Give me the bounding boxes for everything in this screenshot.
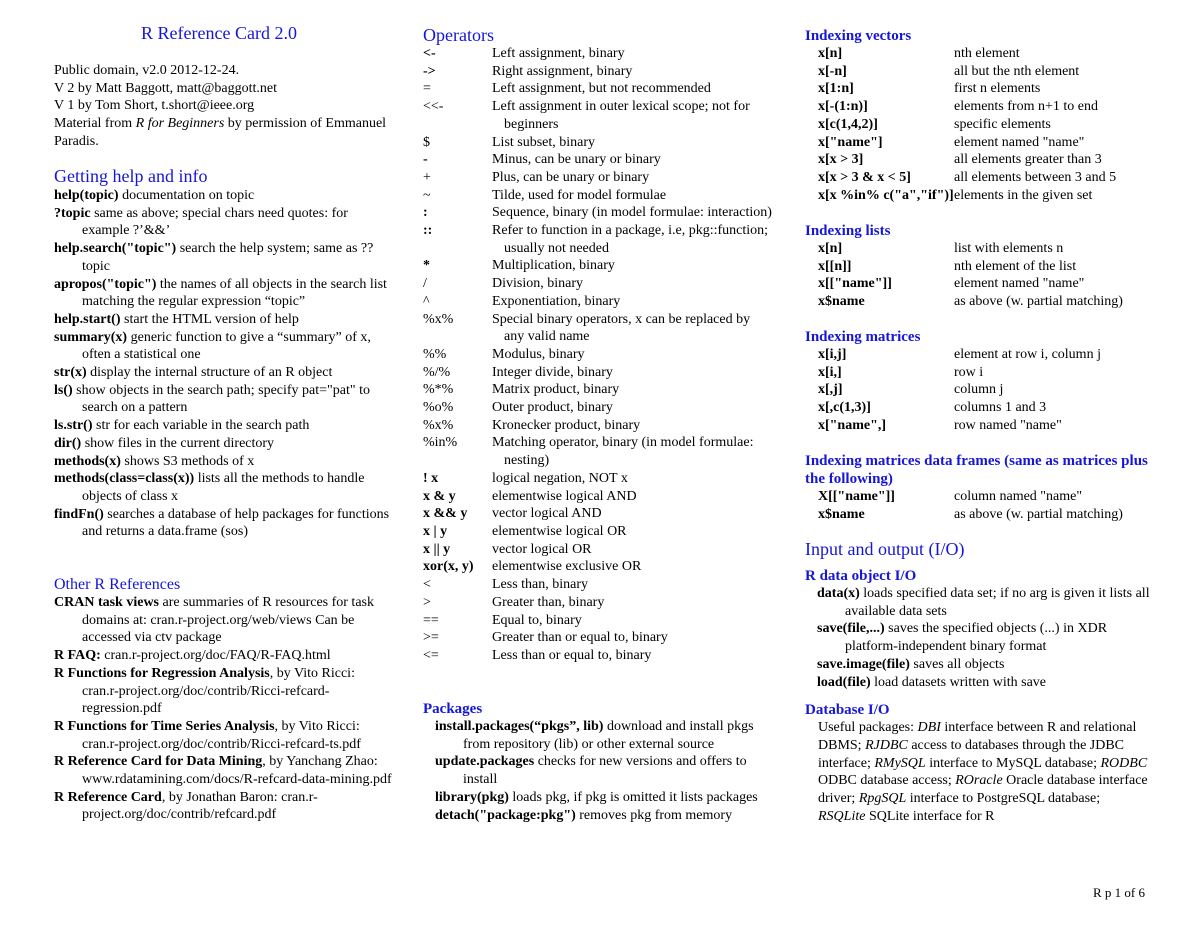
operator-symbol: - <box>423 152 428 168</box>
refs-section <box>54 576 394 824</box>
operator-description: Less than or equal to, binary <box>492 647 652 663</box>
packages-heading: Packages <box>423 701 483 717</box>
database-text-part: SQLite interface for R <box>865 808 995 824</box>
operator-description: List subset, binary <box>492 134 596 150</box>
database-text-part: interface to MySQL database; <box>925 755 1101 771</box>
idx-df-table <box>805 488 1150 523</box>
packages-list <box>423 718 773 824</box>
help-entry-command: help(topic) <box>54 188 119 203</box>
operator-description: Kronecker product, binary <box>492 417 641 433</box>
package-name: RpgSQL <box>858 791 907 807</box>
operator-symbol: ^ <box>423 293 430 309</box>
operator-description: Equal to, binary <box>492 612 582 628</box>
idx-vector-description: nth element <box>954 46 1020 61</box>
io-entry <box>805 674 1150 692</box>
operator-description: vector logical OR <box>492 541 592 557</box>
operator-description: Left assignment, but not recommended <box>492 81 711 97</box>
operator-description: Special binary operators, x can be replaced by any valid name <box>492 311 751 345</box>
io-entry-command: save(file,...) <box>817 621 885 637</box>
help-entry-description: same as above; special chars need quotes: for example ?’&&’ <box>82 205 348 239</box>
io-object-heading: R data object I/O <box>805 568 917 584</box>
help-entry <box>54 187 394 205</box>
help-entry-command: ls.str() <box>54 418 93 434</box>
page-number: R p 1 of 6 <box>1093 885 1145 900</box>
idx-vector-expression: x[-n] <box>818 63 847 79</box>
operator-description: Tilde, used for model formulae <box>492 187 667 203</box>
idx-df-heading: Indexing matrices data frames (same as matrices plus the following) <box>805 453 1148 487</box>
help-entry <box>54 382 394 417</box>
help-entry-description: documentation on topic <box>118 188 255 203</box>
help-heading: Getting help and info <box>54 166 208 186</box>
reference-entry <box>54 718 394 753</box>
database-text-part: interface to PostgreSQL database; <box>906 791 1101 807</box>
idx-df-description: as above (w. partial matching) <box>954 506 1123 522</box>
operator-symbol: : <box>423 205 428 221</box>
database-text-part: interface between R and relational DBMS; <box>818 720 1137 753</box>
io-entry-description: loads specified data set; if no arg is given it lists all available data sets <box>845 586 1150 619</box>
idx-vector-description: specific elements <box>954 116 1051 132</box>
idx-df-section <box>805 452 1150 523</box>
reference-entry <box>54 789 394 824</box>
idx-lists-section <box>805 222 1150 311</box>
idx-matrix-description: row named "name" <box>954 417 1062 433</box>
idx-list-expression: x$name <box>818 294 865 310</box>
help-entry <box>54 240 394 275</box>
idx-vector-expression: x["name"] <box>818 134 883 150</box>
idx-list-description: as above (w. partial matching) <box>954 294 1123 310</box>
help-entry-command: ls() <box>54 382 73 398</box>
operator-description: Modulus, binary <box>492 346 585 362</box>
idx-vectors-table <box>805 45 1150 204</box>
idx-vector-description: all elements greater than 3 <box>954 152 1102 168</box>
database-text-part: ODBC database access; <box>818 773 956 789</box>
idx-vectors-heading: Indexing vectors <box>805 28 912 44</box>
operator-description: Sequence, binary (in model formulae: interaction) <box>492 205 772 221</box>
help-entry-description: start the HTML version of help <box>120 311 299 327</box>
intro-material: Material from R for Beginners by permission of Emmanuel Paradis. <box>54 116 387 149</box>
help-entry-description: show files in the current directory <box>81 435 275 451</box>
reference-entry-description: cran.r-project.org/doc/FAQ/R-FAQ.html <box>100 648 331 664</box>
help-entry-description: display the internal structure of an R object <box>86 365 333 381</box>
reference-entry-command: R Functions for Time Series Analysis <box>54 718 275 734</box>
idx-list-expression: x[n] <box>818 241 843 256</box>
io-entry-command: save.image(file) <box>817 656 910 672</box>
idx-vector-description: all elements between 3 and 5 <box>954 169 1117 185</box>
idx-vector-description: elements in the given set <box>954 187 1093 203</box>
help-entry <box>54 311 394 329</box>
help-entry <box>54 506 394 541</box>
operator-description: Multiplication, binary <box>492 258 615 274</box>
help-entry <box>54 435 394 453</box>
io-entry-command: data(x) <box>817 586 860 601</box>
idx-lists-table <box>805 240 1150 311</box>
operator-symbol: = <box>423 81 431 97</box>
package-entry-command: library(pkg) <box>435 789 509 805</box>
operators-heading: Operators <box>423 25 494 45</box>
idx-vector-expression: x[x %in% c("a","if")] <box>818 187 954 203</box>
package-entry-description: download and install pkgs from repository (lib) or other external source <box>463 719 754 752</box>
database-text-part: access to databases through the JDBC interface; <box>818 737 1125 771</box>
idx-matrices-heading: Indexing matrices <box>805 329 921 345</box>
help-list <box>54 187 394 541</box>
intro-block <box>54 62 394 151</box>
packages-section <box>423 700 773 824</box>
operator-symbol: %o% <box>423 400 454 416</box>
database-text-part: Useful packages: <box>818 720 918 736</box>
idx-matrices-section <box>805 328 1150 435</box>
reference-entry-description: , by Jonathan Baron: cran.r-project.org/doc/contrib/refcard.pdf <box>82 789 318 823</box>
operator-symbol: %% <box>423 346 447 362</box>
operator-symbol: %x% <box>423 311 454 327</box>
operator-description: Minus, can be unary or binary <box>492 152 661 168</box>
io-entry-command: load(file) <box>817 674 871 690</box>
intro-line: V 1 by Tom Short, t.short@ieee.org <box>54 98 255 114</box>
operator-description: elementwise logical AND <box>492 488 637 504</box>
package-entry-description: loads pkg, if pkg is omitted it lists packages <box>508 789 758 805</box>
io-entry-description: saves the specified objects (...) in XDR platform-independent binary format <box>845 621 1108 655</box>
help-entry-command: methods(class=class(x)) <box>54 471 195 487</box>
operator-symbol: ~ <box>423 187 431 203</box>
help-entry-command: methods(x) <box>54 453 121 469</box>
io-entry <box>805 620 1150 655</box>
idx-df-expression: x$name <box>818 506 865 522</box>
operator-description: Matrix product, binary <box>492 382 620 398</box>
idx-vector-expression: x[-(1:n)] <box>818 99 868 115</box>
help-entry-description: generic function to give a “summary” of x, often a statistical one <box>82 329 371 363</box>
package-name: RJDBC <box>865 737 908 753</box>
refs-list <box>54 594 394 824</box>
reference-entry <box>54 665 394 718</box>
operator-symbol: xor(x, y) <box>423 559 474 575</box>
operator-symbol: <= <box>423 647 439 663</box>
operator-symbol: == <box>423 612 439 628</box>
idx-matrix-expression: x[,j] <box>818 382 843 398</box>
reference-entry-description: are summaries of R resources for task domains at: cran.r-project.org/web/views Can be accessed via ctv package <box>82 595 374 646</box>
idx-vector-expression: x[c(1,4,2)] <box>818 116 878 132</box>
idx-matrices-table <box>805 346 1150 435</box>
database-packages-text <box>805 719 1150 825</box>
help-entry <box>54 417 394 435</box>
operator-description: Right assignment, binary <box>492 63 633 79</box>
reference-entry-description: , by Vito Ricci: cran.r-project.org/doc/contrib/Ricci-refcard-regression.pdf <box>82 665 355 717</box>
idx-matrix-expression: x["name",] <box>818 417 887 433</box>
help-entry-description: the names of all objects in the search list matching the regular expression “topic” <box>82 276 387 310</box>
package-entry <box>423 718 773 753</box>
reference-entry <box>54 753 394 788</box>
operator-symbol: ! x <box>423 470 439 486</box>
help-entry-description: search the help system; same as ??topic <box>82 241 374 274</box>
operator-symbol: > <box>423 594 431 610</box>
refs-heading: Other R References <box>54 576 181 593</box>
package-entry-command: detach("package:pkg") <box>435 807 576 823</box>
help-entry-command: str(x) <box>54 365 87 381</box>
io-database-heading: Database I/O <box>805 702 890 719</box>
reference-entry-command: R Reference Card for Data Mining <box>54 754 263 770</box>
package-name: ROracle <box>955 773 1003 789</box>
package-name: RMySQL <box>874 755 926 771</box>
reference-entry-command: R Functions for Regression Analysis <box>54 665 270 681</box>
help-entry-command: apropos("topic") <box>54 276 157 292</box>
help-entry <box>54 364 394 382</box>
operator-symbol: >= <box>423 630 439 646</box>
operator-symbol: %x% <box>423 417 454 433</box>
reference-entry-command: R FAQ: <box>54 648 101 664</box>
intro-line: Public domain, v2.0 2012-12-24. <box>54 63 240 78</box>
operator-description: Integer divide, binary <box>492 364 613 380</box>
reference-entry <box>54 594 394 647</box>
idx-vector-expression: x[x > 3 & x < 5] <box>818 169 911 185</box>
operator-symbol: x & y <box>423 488 456 504</box>
idx-matrix-expression: x[i,j] <box>818 347 847 362</box>
package-entry-command: update.packages <box>435 754 535 770</box>
operator-symbol: * <box>423 258 430 274</box>
help-entry <box>54 329 394 364</box>
operator-description: Outer product, binary <box>492 400 613 416</box>
idx-matrix-expression: x[,c(1,3)] <box>818 400 871 416</box>
database-text-part: Oracle database interface driver; <box>818 773 1148 807</box>
reference-entry-command: CRAN task views <box>54 595 159 610</box>
operator-symbol: <- <box>423 46 436 61</box>
help-entry-command: help.search("topic") <box>54 241 177 257</box>
reference-entry <box>54 647 394 665</box>
operator-description: logical negation, NOT x <box>492 470 628 486</box>
operator-symbol: -> <box>423 63 436 79</box>
help-section <box>54 165 394 541</box>
help-entry-description: searches a database of help packages for functions and returns a data.frame (sos) <box>82 506 390 540</box>
operator-description: Less than, binary <box>492 577 589 593</box>
io-heading: Input and output (I/O) <box>805 539 965 559</box>
io-entry <box>805 585 1150 620</box>
io-entry-description: saves all objects <box>909 656 1005 672</box>
idx-matrix-description: row i <box>954 364 984 380</box>
reference-entry-command: R Reference Card <box>54 789 162 805</box>
operator-symbol: %/% <box>423 364 451 380</box>
operator-description: Division, binary <box>492 276 583 292</box>
operator-symbol: + <box>423 169 431 185</box>
package-entry <box>423 807 773 825</box>
idx-vector-expression: x[1:n] <box>818 81 854 97</box>
operator-description: elementwise logical OR <box>492 523 627 539</box>
package-entry <box>423 789 773 807</box>
help-entry-command: summary(x) <box>54 329 128 345</box>
idx-list-description: nth element of the list <box>954 258 1077 274</box>
operator-symbol: $ <box>423 134 430 150</box>
package-entry-description: removes pkg from memory <box>575 807 733 823</box>
package-name: RODBC <box>1100 755 1148 771</box>
idx-df-expression: X[["name"]] <box>818 489 895 504</box>
package-name: DBI <box>917 720 941 736</box>
help-entry-command: help.start() <box>54 311 121 327</box>
operator-symbol: <<- <box>423 99 444 115</box>
operator-description: Plus, can be unary or binary <box>492 169 650 185</box>
idx-matrix-description: element at row i, column j <box>954 347 1101 362</box>
idx-vector-description: first n elements <box>954 81 1041 97</box>
help-entry-command: findFn() <box>54 506 104 522</box>
operator-description: Refer to function in a package, i.e, pkg::function; usually not needed <box>492 223 769 256</box>
idx-vectors-section <box>805 27 1150 204</box>
idx-lists-heading: Indexing lists <box>805 223 891 239</box>
reference-entry-description: , by Yanchang Zhao: www.rdatamining.com/docs/R-refcard-data-mining.pdf <box>82 754 392 788</box>
operator-symbol: < <box>423 577 431 593</box>
operator-symbol: / <box>423 276 427 292</box>
operator-symbol: x || y <box>423 541 451 557</box>
idx-list-description: element named "name" <box>954 276 1085 292</box>
idx-list-expression: x[["name"]] <box>818 276 892 292</box>
idx-df-description: column named "name" <box>954 489 1083 504</box>
operator-description: Greater than or equal to, binary <box>492 630 668 646</box>
help-entry <box>54 470 394 505</box>
operator-symbol: %in% <box>423 435 458 451</box>
io-entry-description: load datasets written with save <box>870 674 1046 690</box>
operator-symbol: :: <box>423 223 433 239</box>
operator-symbol: x | y <box>423 523 448 539</box>
package-entry <box>423 753 773 788</box>
operator-description: Matching operator, binary (in model formulae: nesting) <box>492 435 754 469</box>
help-entry <box>54 276 394 311</box>
idx-vector-description: all but the nth element <box>954 63 1080 79</box>
io-entry <box>805 656 1150 674</box>
reference-entry-description: , by Vito Ricci: cran.r-project.org/doc/contrib/Ricci-refcard-ts.pdf <box>82 718 361 752</box>
package-entry-description: checks for new versions and offers to install <box>463 754 747 788</box>
operator-symbol: x && y <box>423 506 468 522</box>
io-section <box>805 538 1150 825</box>
help-entry <box>54 453 394 471</box>
help-entry-command: dir() <box>54 435 82 451</box>
operator-description: Left assignment, binary <box>492 46 625 61</box>
page-title: R Reference Card 2.0 <box>141 23 297 43</box>
help-entry-description: shows S3 methods of x <box>120 453 255 469</box>
idx-vector-description: element named "name" <box>954 134 1085 150</box>
idx-vector-expression: x[n] <box>818 46 843 61</box>
idx-vector-expression: x[x > 3] <box>818 152 864 168</box>
operator-description: Greater than, binary <box>492 594 605 610</box>
operators-section <box>423 25 773 665</box>
operator-description: Left assignment in outer lexical scope; not for beginners <box>492 99 750 132</box>
help-entry-description: show objects in the search path; specify pat="pat" to search on a pattern <box>72 382 370 416</box>
operator-symbol: %*% <box>423 382 454 398</box>
idx-matrix-description: column j <box>954 382 1004 398</box>
operator-description: vector logical AND <box>492 506 602 522</box>
help-entry-command: ?topic <box>54 205 91 221</box>
idx-vector-description: elements from n+1 to end <box>954 99 1098 115</box>
idx-matrix-expression: x[i,] <box>818 364 842 380</box>
idx-matrix-description: columns 1 and 3 <box>954 400 1047 416</box>
help-entry-description: str for each variable in the search path <box>92 418 310 434</box>
idx-list-description: list with elements n <box>954 241 1064 256</box>
io-list <box>805 585 1150 691</box>
operator-description: Exponentiation, binary <box>492 293 621 309</box>
package-name: RSQLite <box>818 808 866 824</box>
help-entry <box>54 205 394 240</box>
operators-table <box>423 45 773 665</box>
intro-line: V 2 by Matt Baggott, matt@baggott.net <box>54 80 278 96</box>
package-entry-command: install.packages(“pkgs”, lib) <box>435 719 604 734</box>
operator-description: elementwise exclusive OR <box>492 559 642 575</box>
help-entry-description: lists all the methods to handle objects of class x <box>82 471 365 504</box>
idx-list-expression: x[[n]] <box>818 258 852 274</box>
